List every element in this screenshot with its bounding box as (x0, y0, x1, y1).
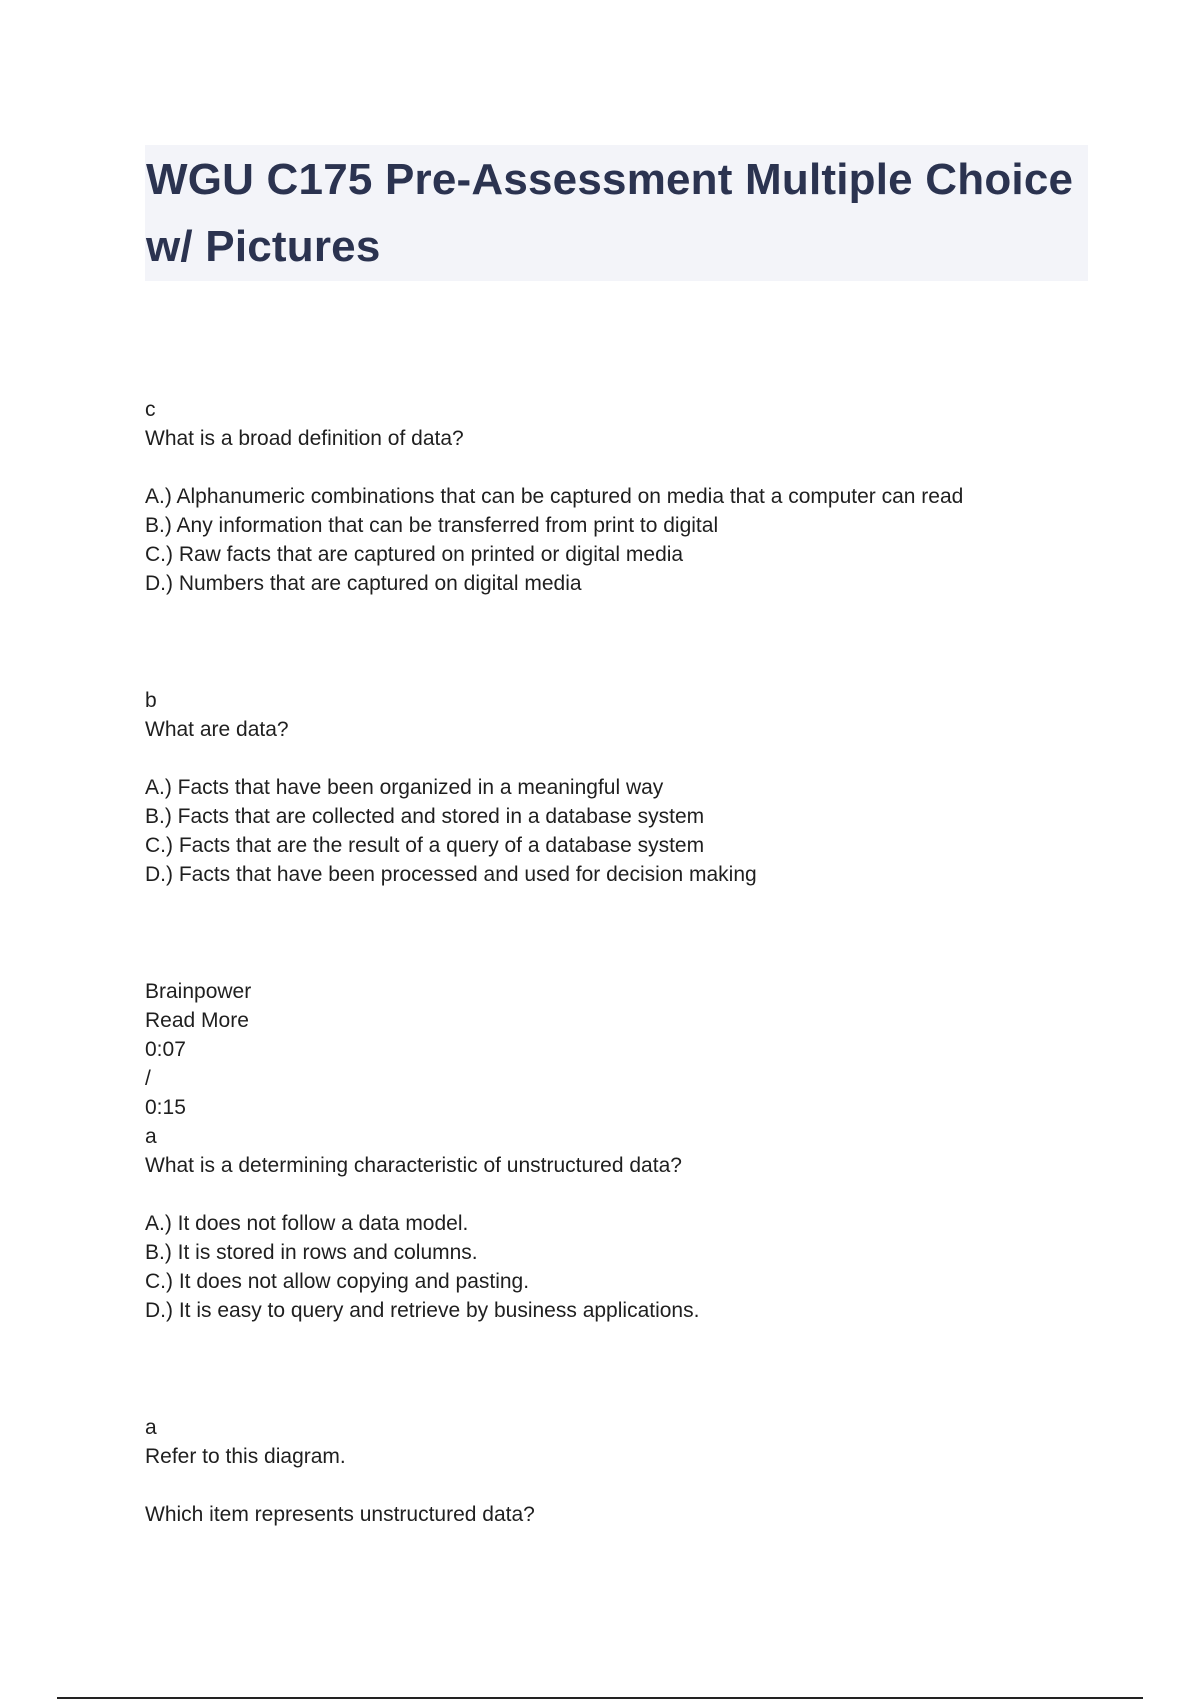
footer-divider (57, 1697, 1143, 1699)
media-time-separator: / (145, 1067, 151, 1090)
answer-key: a (145, 1125, 157, 1148)
question-block (145, 395, 1085, 598)
answer-option: C.) Facts that are the result of a query of a database system (145, 834, 705, 857)
answer-option: C.) Raw facts that are captured on printed or digital media (145, 543, 684, 566)
answer-key: a (145, 1416, 157, 1439)
answer-option: A.) Alphanumeric combinations that can be captured on media that a computer can read (145, 485, 964, 508)
answer-option: D.) It is easy to query and retrieve by business applications. (145, 1299, 700, 1322)
answer-option: A.) Facts that have been organized in a meaningful way (145, 776, 664, 799)
question-block (145, 1122, 1085, 1325)
title-banner (145, 145, 1088, 281)
read-more-link[interactable]: Read More (145, 1009, 249, 1032)
answer-option: B.) It is stored in rows and columns. (145, 1241, 478, 1264)
answer-option: D.) Facts that have been processed and used for decision making (145, 863, 757, 886)
question-prompt: What is a determining characteristic of unstructured data? (145, 1154, 682, 1177)
question-block (145, 686, 1085, 889)
question-followup: Which item represents unstructured data? (145, 1503, 535, 1526)
answer-option: D.) Numbers that are captured on digital media (145, 572, 582, 595)
media-current-time: 0:07 (145, 1038, 186, 1061)
document-title: WGU C175 Pre-Assessment Multiple Choice w/ Pictures (146, 155, 1074, 271)
answer-key: b (145, 689, 157, 712)
answer-option: B.) Facts that are collected and stored in a database system (145, 805, 705, 828)
question-prompt: Refer to this diagram. (145, 1445, 346, 1468)
question-block (145, 1413, 1085, 1529)
answer-option: C.) It does not allow copying and pasting. (145, 1270, 530, 1293)
answer-key: c (145, 398, 156, 421)
media-brand: Brainpower (145, 980, 252, 1003)
question-prompt: What is a broad definition of data? (145, 427, 464, 450)
answer-option: A.) It does not follow a data model. (145, 1212, 469, 1235)
answer-option: B.) Any information that can be transferred from print to digital (145, 514, 719, 537)
question-list (145, 395, 1085, 1529)
media-duration: 0:15 (145, 1096, 186, 1119)
media-player (145, 977, 1085, 1122)
question-prompt: What are data? (145, 718, 289, 741)
